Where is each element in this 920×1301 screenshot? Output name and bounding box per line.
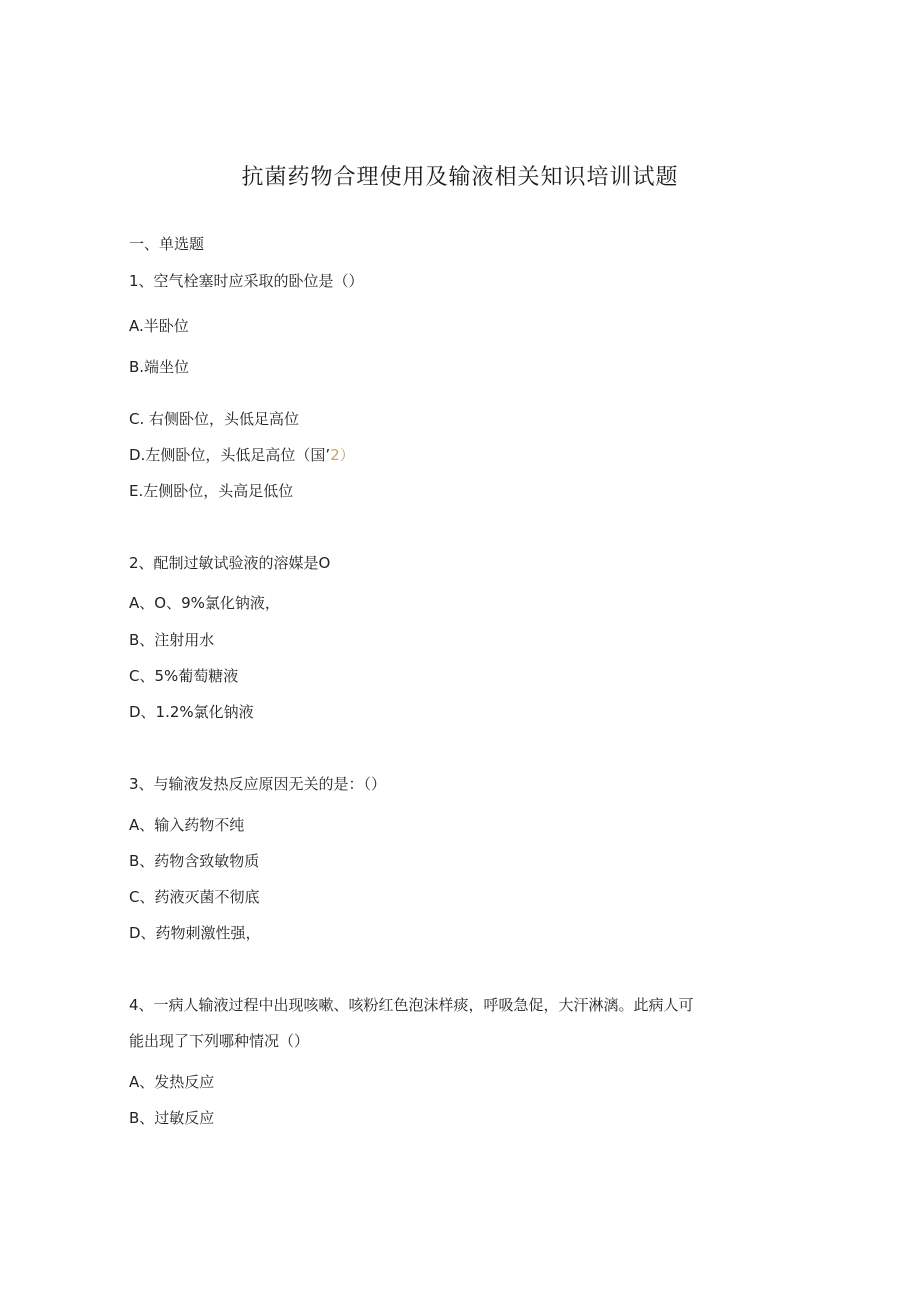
question-1-option-d-main: D.左侧卧位，头低足高位（国’ xyxy=(129,446,331,464)
question-2-option-c: C、5%葡萄糖液 xyxy=(129,667,239,685)
question-3-option-b: B、药物含致敏物质 xyxy=(129,852,260,870)
question-3-option-d: D、药物刺激性强， xyxy=(129,924,261,942)
question-2-option-b: B、注射用水 xyxy=(129,631,215,649)
question-1-stem: 1、空气栓塞时应采取的卧位是（） xyxy=(129,272,364,290)
question-3-stem: 3、与输液发热反应原因无关的是：（） xyxy=(129,775,387,793)
question-1-option-c: C. 右侧卧位，头低足高位 xyxy=(129,410,300,428)
question-2-option-d: D、1.2%氯化钠液 xyxy=(129,703,254,721)
section-heading: 一、单选题 xyxy=(129,235,205,253)
question-1-option-a: A.半卧位 xyxy=(129,317,189,335)
question-1-option-e: E.左侧卧位，头高足低位 xyxy=(129,482,294,500)
question-4-option-b: B、过敏反应 xyxy=(129,1109,215,1127)
question-2-option-a: A、O、9%氯化钠液， xyxy=(129,594,280,612)
question-4-stem-line-2: 能出现了下列哪种情况（） xyxy=(129,1032,310,1050)
question-3-option-a: A、输入药物不纯 xyxy=(129,816,245,834)
question-3-option-c: C、药液灭菌不彻底 xyxy=(129,888,260,906)
question-1-option-b: B.端坐位 xyxy=(129,358,190,376)
question-2-stem: 2、配制过敏试验液的溶媒是O xyxy=(129,554,331,572)
question-4-stem-line-1: 4、一病人输液过程中出现咳嗽、咳粉红色泡沫样痰，呼吸急促，大汗淋漓。此病人可 xyxy=(129,996,694,1014)
page-title: 抗菌药物合理使用及输液相关知识培训试题 xyxy=(241,165,679,190)
question-1-option-d-tail: 2） xyxy=(330,446,355,464)
question-4-option-a: A、发热反应 xyxy=(129,1073,215,1091)
question-1-option-d xyxy=(129,445,355,465)
